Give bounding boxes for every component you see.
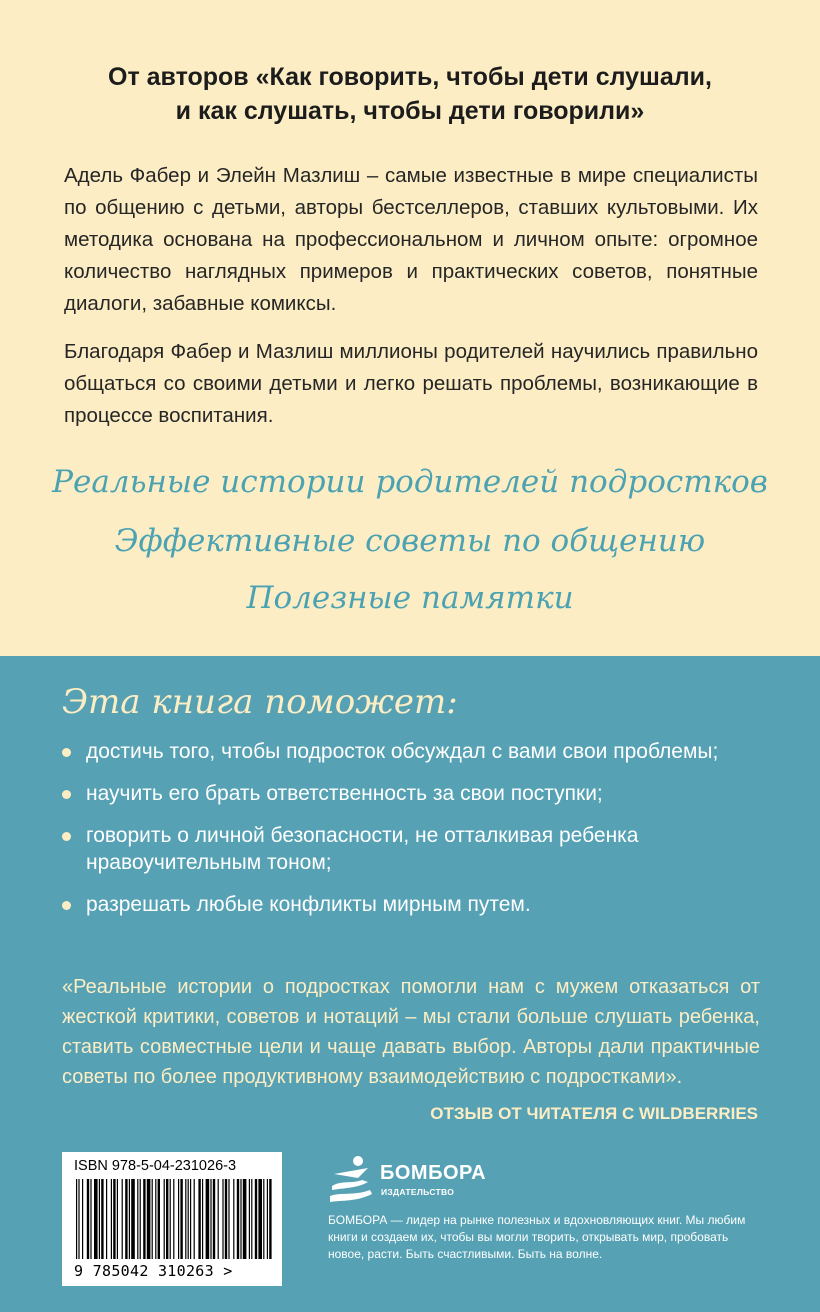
bullet-dot-icon xyxy=(62,790,71,799)
quote-source: ОТЗЫВ ОТ ЧИТАТЕЛЯ С WILDBERRIES xyxy=(430,1104,758,1123)
headline-line-2: и как слушать, чтобы дети говорили» xyxy=(175,97,645,125)
helps-title: Эта книга поможет: xyxy=(62,682,458,722)
list-item: разрешать любые конфликты мирным путем. xyxy=(62,891,762,918)
barcode-icon xyxy=(76,1179,272,1259)
bullet-dot-icon xyxy=(62,832,71,841)
barcode-panel xyxy=(62,1152,282,1286)
publisher-name: БОМБОРА xyxy=(380,1162,487,1184)
bombora-logo-icon xyxy=(328,1154,376,1206)
headline xyxy=(40,60,780,128)
highlight-2: Эффективные советы по общению xyxy=(114,523,706,559)
intro-paragraph-2: Благодаря Фабер и Мазлиш миллионы родителей научились правильно общаться со своими детьми и легко решать проблемы, возникающие в процессе воспитания. xyxy=(64,340,758,427)
publisher-description: БОМБОРА — лидер на рынке полезных и вдохновляющих книг. Мы любим книги и создаем их, чтобы вы могли творить, открывать мир, пробовать новое, расти. Быть счастливыми. Быть на волне. xyxy=(328,1213,746,1261)
highlight-1: Реальные истории родителей подростков xyxy=(52,464,768,500)
reader-quote: «Реальные истории о подростках помогли нам с мужем отказаться от жесткой критики, советов и нотаций – мы стали больше слушать ребенка, ставить совместные цели и чаще давать выбор. Авторы дали практичные советы по более продуктивному взаимодействию с подростками». xyxy=(62,976,760,1088)
publisher-subtitle: ИЗДАТЕЛЬСТВО xyxy=(381,1187,455,1197)
helps-list xyxy=(62,738,762,933)
intro-paragraph-1: Адель Фабер и Элейн Мазлиш – самые известные в мире специалисты по общению с детьми, авторы бестселлеров, ставших культовыми. Их методика основана на профессиональном и личном опыте: огромное количество наглядных примеров и практических советов, понятные диалоги, забавные комиксы. xyxy=(64,164,758,315)
headline-line-1: От авторов «Как говорить, чтобы дети слушали, xyxy=(108,63,712,91)
isbn-label: ISBN 978-5-04-231026-3 xyxy=(74,1158,237,1174)
list-item: научить его брать ответственность за свои поступки; xyxy=(62,780,762,807)
bullet-dot-icon xyxy=(62,748,71,757)
list-item: говорить о личной безопасности, не отталкивая ребенка нравоучительным тоном; xyxy=(62,822,762,876)
publisher-logo xyxy=(328,1154,488,1208)
highlight-3: Полезные памятки xyxy=(246,580,574,616)
list-item: достичь того, чтобы подросток обсуждал с вами свои проблемы; xyxy=(62,738,762,765)
barcode-digits: 9 785042 310263 > xyxy=(74,1262,233,1280)
bullet-dot-icon xyxy=(62,901,71,910)
